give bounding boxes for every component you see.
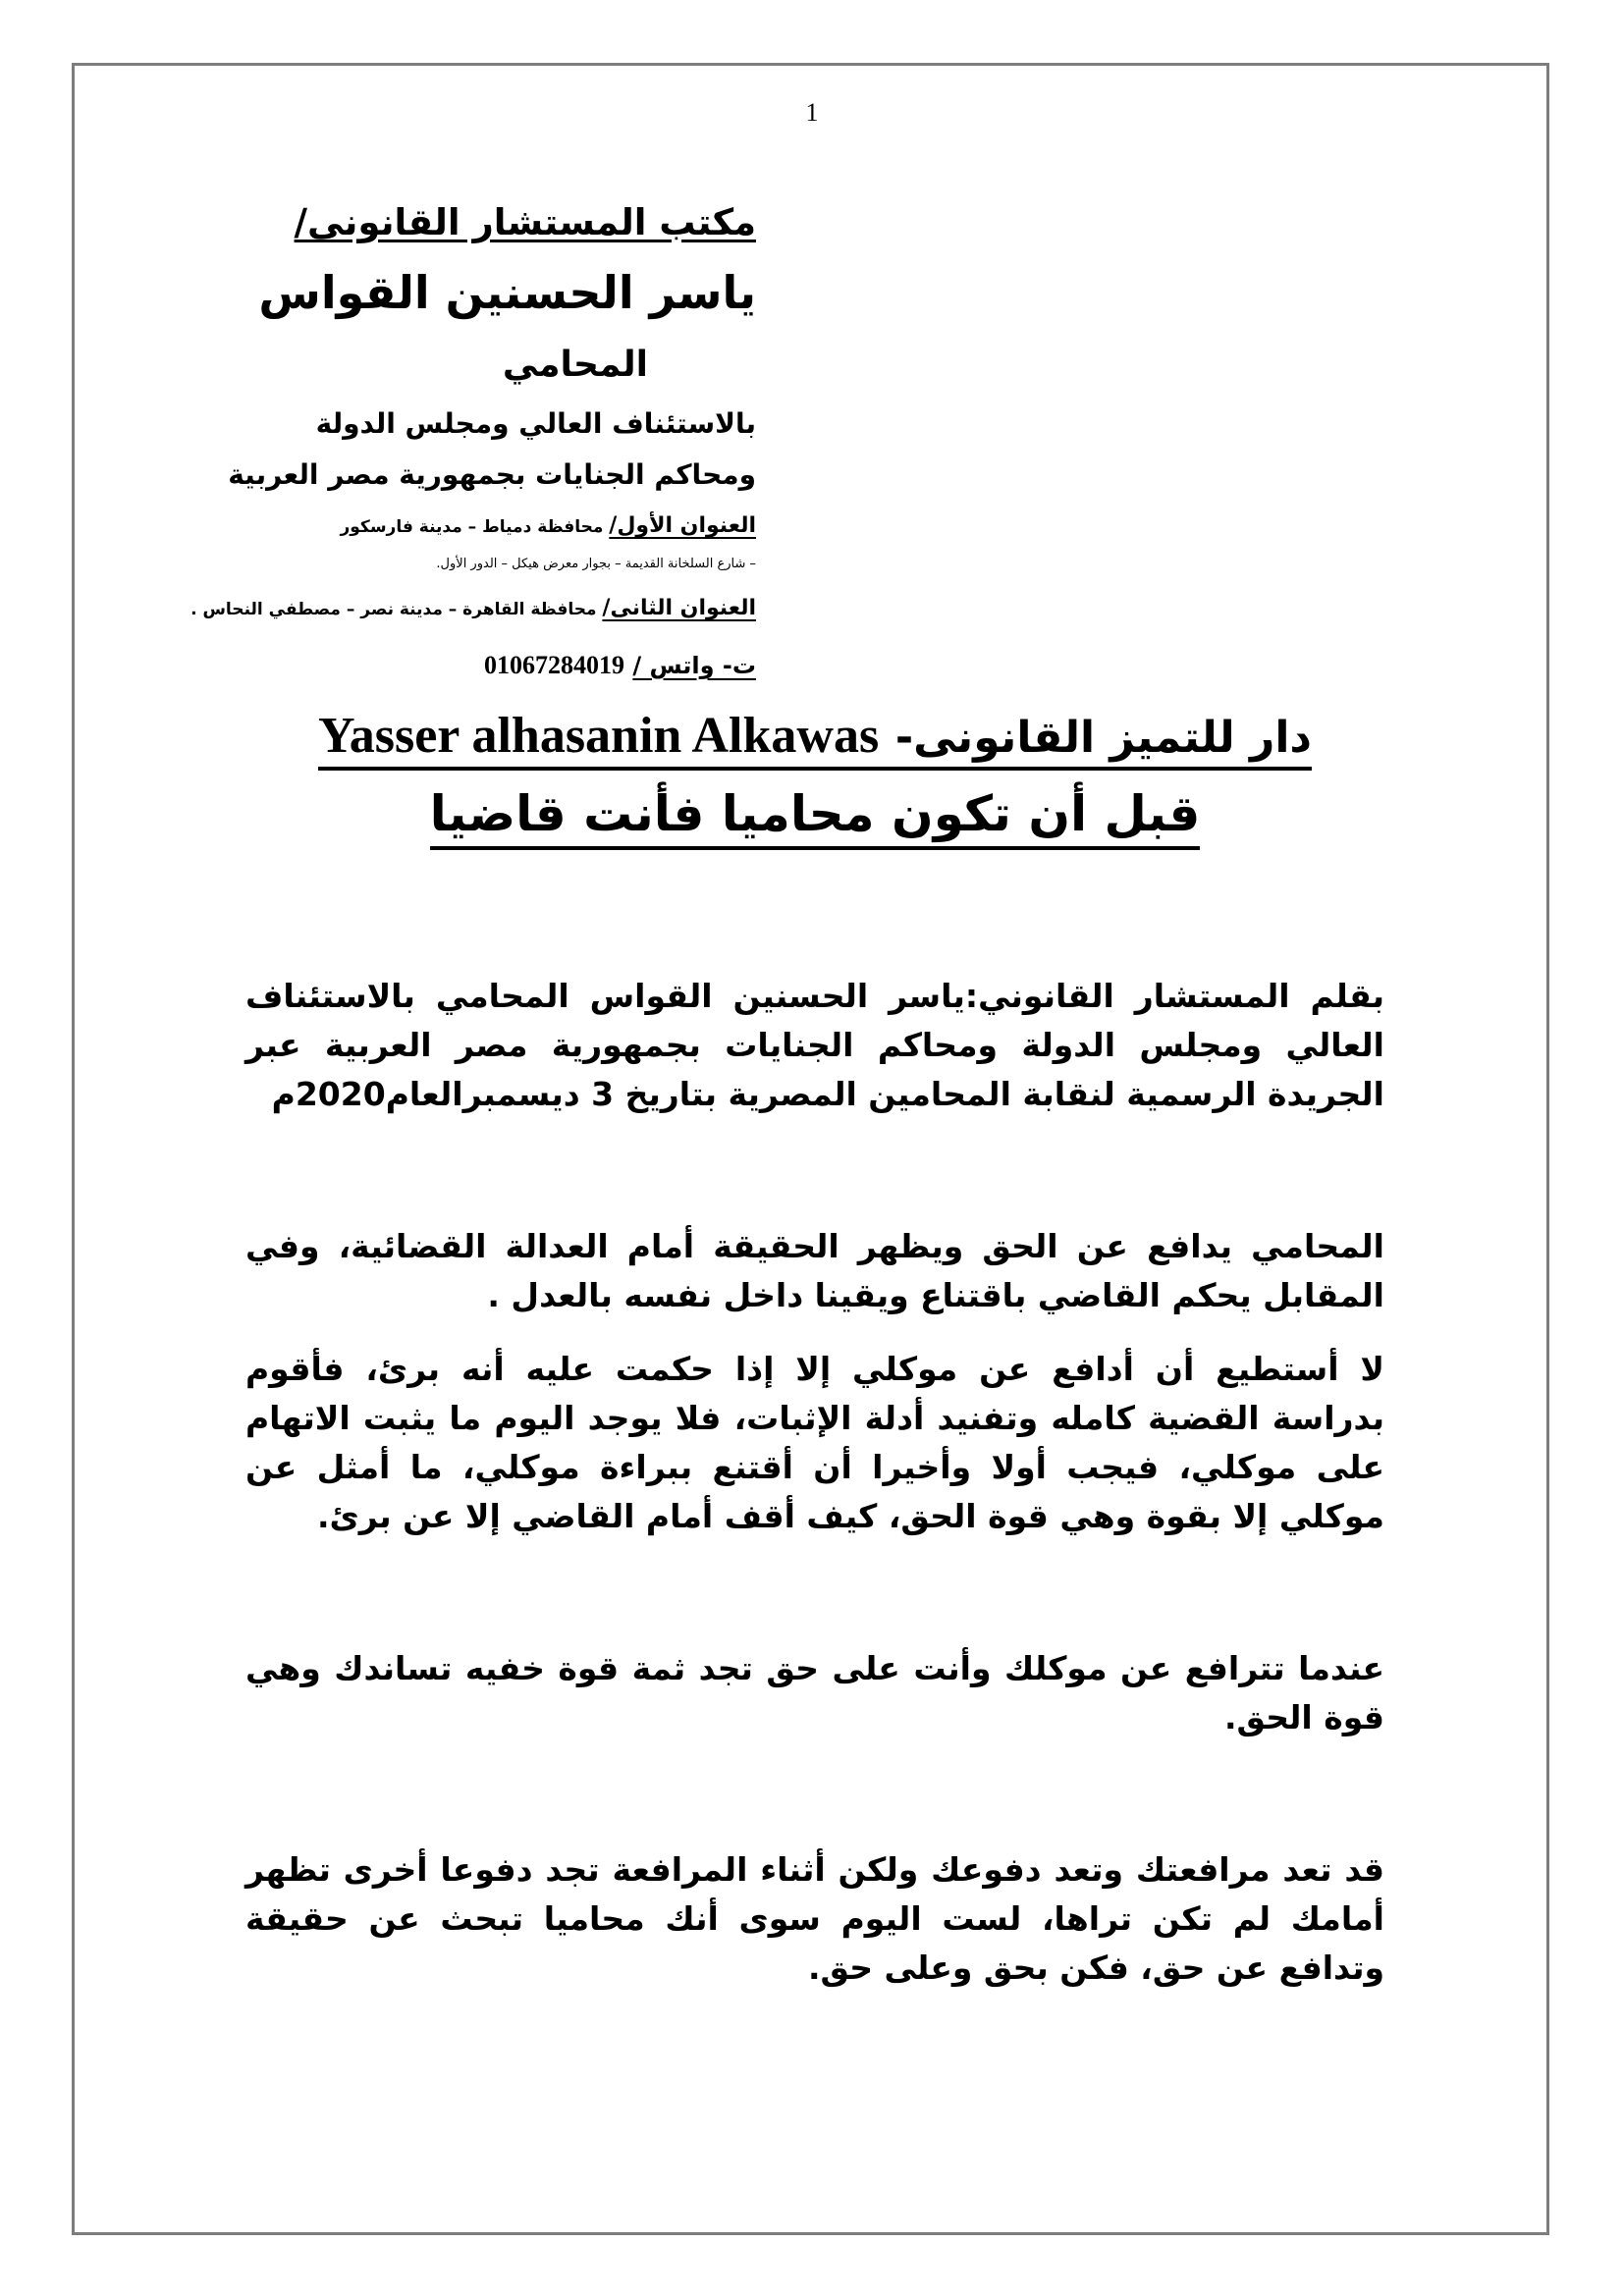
letterhead [190, 201, 756, 692]
office-title: مكتب المستشار القانونى/ [294, 201, 756, 243]
brand-english: Yasser alhasanin Alkawas [317, 708, 880, 764]
phone-label: ت- واتس / [632, 652, 756, 679]
courts-line-1: بالاستئناف العالي ومجلس الدولة [315, 407, 756, 440]
address-1-label: العنوان الأول/ [609, 513, 756, 538]
paragraph-3: لا أستطيع أن أدافع عن موكلي إلا إذا حكمت عليه أنه برئ، فأقوم بدراسة القضية كامله وتفنيد أدلة الإثبات، فلا يوجد اليوم ما يثبت الاتهام على موكلي، فيجب أولا وأخيرا أن أقتنع ببراءة موكلي، ما أمثل عن موكلي إلا بقوة وهي قوة الحق، كيف أقف أمام القاضي إلا عن برئ. [245, 1350, 1384, 1535]
paragraph-byline: بقلم المستشار القانوني:ياسر الحسنين القواس المحامي بالاستئناف العالي ومجلس الدولة ومحاكم الجنايات بجمهورية مصر العربية عبر الجريدة الرسمية لنقابة المحامين المصرية بتاريخ 3 ديسمبرالعام2020م [245, 977, 1384, 1113]
paragraph-2: المحامي يدافع عن الحق ويظهر الحقيقة أمام العدالة القضائية، وفي المقابل يحكم القاضي باقتناع ويقينا داخل نفسه بالعدل . [245, 1227, 1384, 1314]
slogan-text: قبل أن تكون محاميا فأنت قاضيا [430, 785, 1201, 850]
address-1-value: محافظة دمياط – مدينة فارسكور [340, 517, 610, 537]
address-1 [340, 513, 756, 538]
address-2-label: العنوان الثانى/ [602, 596, 756, 620]
paragraph-5: قد تعد مرافعتك وتعد دفوعك ولكن أثناء المرافعة تجد دفوعا أخرى تظهر أمامك لم تكن تراها، لست اليوم سوى أنك محاميا تبحث عن حقيقة وتدافع عن حق، فكن بحق وعلى حق. [245, 1850, 1384, 1987]
lawyer-title: المحامي [502, 345, 648, 385]
address-2-value: محافظة القاهرة – مدينة نصر – مصطفي النحاس . [190, 600, 603, 619]
lawyer-name: ياسر الحسنين القواس [258, 266, 756, 319]
paragraph-4: عندما تترافع عن موكلك وأنت على حق تجد ثمة قوة خفيه تساندك وهي قوة الحق. [245, 1649, 1384, 1736]
page-number: 1 [805, 98, 819, 127]
slogan-heading [373, 785, 1257, 842]
phone [484, 651, 756, 680]
phone-number: 01067284019 [484, 651, 624, 679]
address-2 [190, 596, 756, 620]
brand-arabic: دار للتميز القانونى- [894, 713, 1313, 763]
brand-heading [275, 707, 1355, 771]
courts-line-2: ومحاكم الجنايات بجمهورية مصر العربية [228, 458, 756, 491]
address-1-continued: – شارع السلخانة القديمة – بجوار معرض هيكل – الدور الأول. [436, 557, 756, 571]
